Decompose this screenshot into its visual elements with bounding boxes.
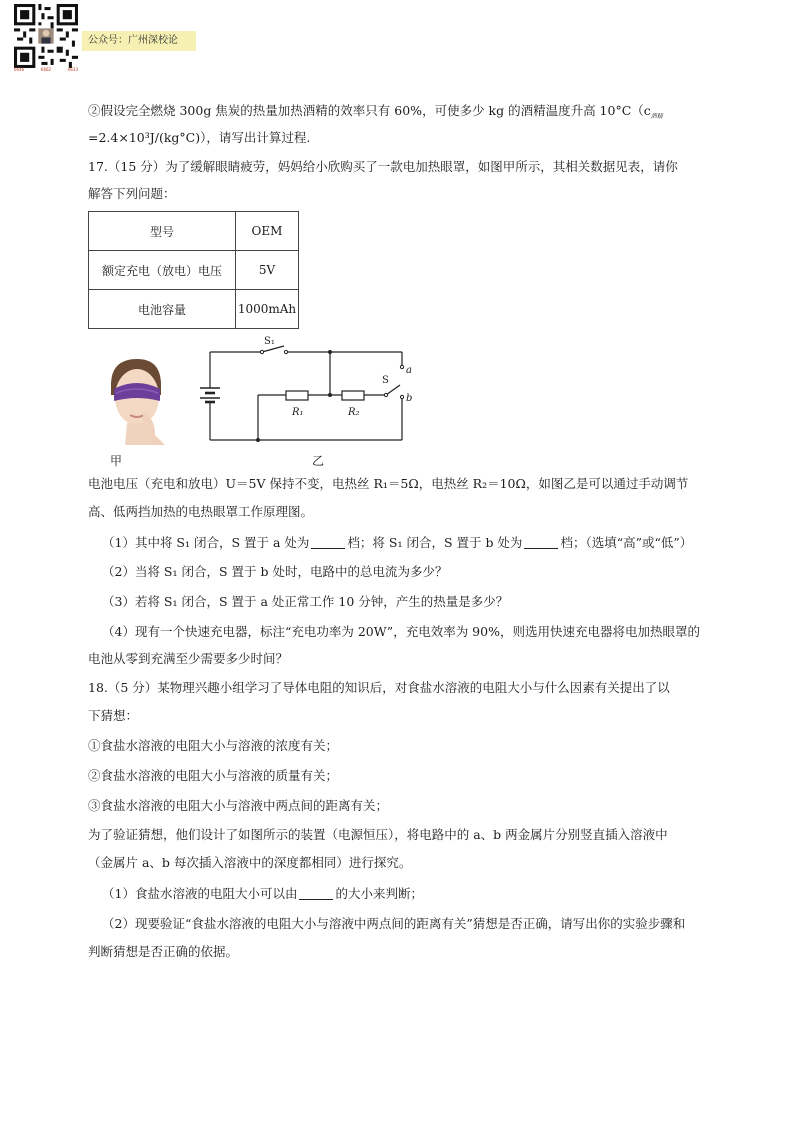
q17-desc-line2: 高、低两挡加热的电热眼罩工作原理图。: [88, 504, 314, 519]
spec-value: 1000mAh: [236, 290, 299, 329]
label-r2: R₂: [348, 407, 360, 418]
q18-intro-line1: 18.（5 分）某物理兴趣小组学习了导体电阻的知识后，对食盐水溶液的电阻大小与什么因素有关提出了以: [88, 680, 670, 695]
q18-part2-line1: （2）现要验证“食盐水溶液的电阻大小与溶液中两点间的距离有关”猜想是否正确，请写出你的实验步骤和: [102, 916, 686, 931]
q16-line1: [88, 102, 663, 126]
q17-part3: （3）若将 S₁ 闭合，S 置于 a 处正常工作 10 分钟，产生的热量是多少？: [102, 594, 509, 609]
circuit-diagram: [196, 335, 416, 445]
table-row: [89, 212, 299, 251]
q16-line2: =2.4×10³J/(kg°C)），请写出计算过程.: [88, 130, 311, 145]
label-s: S: [382, 375, 389, 386]
figure-caption-jia: 甲: [110, 454, 123, 468]
spec-table: [88, 211, 299, 329]
q18-part1: [102, 885, 423, 903]
qr-caption-2: 6662: [40, 67, 52, 72]
q17-part1-b: 档；将 S₁ 闭合，S 置于 b 处为: [347, 535, 523, 550]
spec-label: 电池容量: [89, 290, 236, 329]
table-row: [89, 251, 299, 290]
q17-part4-line2: 电池从零到充满至少需要多少时间？: [88, 651, 289, 666]
q18-verify-line1: 为了验证猜想，他们设计了如图所示的装置（电源恒压），将电路中的 a、b 两金属片分别竖直插入溶液中: [88, 827, 668, 842]
q17-part2: （2）当将 S₁ 闭合，S 置于 b 处时，电路中的总电流为多少？: [102, 564, 448, 579]
q16-line1-text: ②假设完全燃烧 300g 焦炭的热量加热酒精的效率只有 60%，可使多少 kg 的酒精温度升高 10°C（c: [88, 103, 651, 118]
label-r1: R₁: [292, 407, 304, 418]
qr-caption-3: 6633: [67, 67, 78, 72]
q18-hypothesis-1: ①食盐水溶液的电阻大小与溶液的浓度有关；: [88, 738, 339, 753]
q18-part1-a: （1）食盐水溶液的电阻大小可以由: [102, 886, 298, 901]
spec-value: 5V: [236, 251, 299, 290]
label-b: b: [406, 393, 413, 404]
answer-blank[interactable]: [299, 887, 333, 900]
label-a: a: [406, 365, 412, 376]
q18-hypothesis-2: ②食盐水溶液的电阻大小与溶液的质量有关；: [88, 768, 339, 783]
spec-value: OEM: [236, 212, 299, 251]
q17-intro-line1: 17.（15 分）为了缓解眼睛疲劳，妈妈给小欣购买了一款电加热眼罩，如图甲所示，其相关数据见表，请你: [88, 159, 678, 174]
q18-verify-line2: （金属片 a、b 每次插入溶液中的深度都相同）进行探究。: [88, 855, 412, 870]
qr-caption: [14, 67, 78, 72]
spec-label: 型号: [89, 212, 236, 251]
q17-desc-line1: 电池电压（充电和放电）U＝5V 保持不变，电热丝 R₁＝5Ω，电热丝 R₂＝10Ω，如图乙是可以通过手动调节: [88, 476, 689, 491]
table-row: [89, 290, 299, 329]
qr-caption-1: 6646: [14, 67, 25, 72]
q18-intro-line2: 下猜想：: [88, 708, 139, 723]
header-badge: 公众号：广州深校论: [82, 31, 196, 51]
figure-caption-yi: 乙: [312, 454, 325, 468]
q16-line1-sub: 酒精: [650, 113, 663, 120]
qr-code: [14, 4, 78, 68]
q18-part1-b: 的大小来判断；: [335, 886, 423, 901]
answer-blank[interactable]: [311, 536, 345, 549]
q17-part4-line1: （4）现有一个快速充电器，标注“充电功率为 20W”，充电效率为 90%，则选用快速充电器将电加热眼罩的: [102, 624, 700, 639]
q17-part1-c: 档；（选填“高”或“低”）: [560, 535, 693, 550]
q17-intro-line2: 解答下列问题：: [88, 186, 176, 201]
q18-part2-line2: 判断猜想是否正确的依据。: [88, 944, 239, 959]
eye-mask-photo: [97, 355, 175, 445]
spec-label: 额定充电（放电）电压: [89, 251, 236, 290]
answer-blank[interactable]: [524, 536, 558, 549]
q17-part1: [102, 534, 692, 552]
q18-hypothesis-3: ③食盐水溶液的电阻大小与溶液中两点间的距离有关；: [88, 798, 389, 813]
label-s1: S₁: [264, 336, 275, 347]
q17-part1-a: （1）其中将 S₁ 闭合，S 置于 a 处为: [102, 535, 310, 550]
